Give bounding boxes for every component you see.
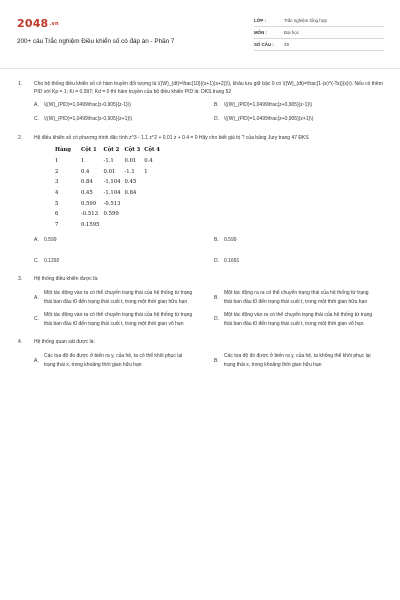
jury-header: Cột 1: [81, 147, 97, 154]
option-letter: A.: [34, 237, 39, 244]
option-d[interactable]: [214, 257, 386, 265]
jury-cell: [125, 209, 145, 220]
option-text: Các tọa độ đo được ở biến ra y, của hệ, ta có thể khôi phục lại trạng thái x, trong khoảng thời gian hữu hạn: [44, 353, 183, 368]
option-letter: A.: [34, 357, 39, 364]
option-c[interactable]: [34, 311, 206, 328]
option-text: \((W)_(PID)=1,0499\frac{z-0,905}{z-1}\): [44, 101, 131, 108]
option-b[interactable]: [214, 236, 386, 244]
option-a[interactable]: [34, 352, 206, 369]
jury-cell: -1.1: [103, 158, 114, 165]
meta-box: [254, 15, 384, 51]
jury-cell: [104, 220, 125, 231]
question-4: [18, 338, 386, 369]
jury-header: Cột 4: [144, 147, 160, 154]
option-a[interactable]: [34, 101, 206, 109]
jury-table: [55, 145, 164, 230]
question-1: [18, 80, 386, 124]
jury-cell: 7: [55, 221, 59, 228]
option-letter: C.: [34, 316, 39, 323]
meta-row-class: [254, 15, 384, 27]
question-text: Hệ điều khiển số có phương trình đặc tính z^3 - 1.1 z^2 + 0.01 z + 0.4 = 0 Hãy cho biết giá trị ? của bảng Jury trang 47 ĐKS: [34, 134, 309, 141]
option-text: \((W)_(PID)=1,0499\frac{z+0,905}{z-1}\): [224, 101, 313, 108]
jury-header: Cột 2: [103, 147, 120, 154]
option-b[interactable]: [214, 352, 386, 369]
question-2: [18, 134, 386, 265]
option-text: 0.1691: [224, 257, 240, 264]
jury-cell: 0.1595: [81, 221, 100, 228]
option-letter: C.: [34, 116, 39, 123]
option-text: 0.599: [224, 237, 237, 244]
option-letter: D.: [214, 257, 219, 264]
option-b[interactable]: [214, 289, 386, 306]
jury-cell: [144, 220, 164, 231]
option-letter: D.: [214, 116, 219, 123]
option-a[interactable]: [34, 289, 206, 306]
option-text: Một tác động ra ra có thể chuyển trạng thái của hệ thống từ trạng thái ban đầu t0 đến trạng thái cuối t, trong một thời gian hữu hạn: [224, 290, 369, 305]
question-number: 1.: [18, 81, 23, 87]
option-d[interactable]: [214, 311, 386, 328]
jury-cell: 0.84: [124, 189, 137, 196]
jury-cell: -1.104: [103, 179, 121, 186]
meta-label: MÔN :: [254, 30, 267, 35]
option-c[interactable]: [34, 257, 206, 265]
jury-cell: -1.1: [124, 168, 135, 175]
question-3: [18, 275, 386, 328]
option-c[interactable]: [34, 115, 206, 123]
site-logo[interactable]: [17, 17, 59, 30]
option-text: Một tác động vào ra có thể chuyển trạng thái của hệ thống từ trạng thái ban đầu t0 đến trạng thái cuối t, trong một thời gian hữu hạn: [44, 290, 193, 305]
logo-sub: .vn: [49, 21, 59, 27]
option-a[interactable]: [34, 236, 206, 244]
meta-value: Đại học: [284, 30, 299, 35]
meta-value: 29: [284, 42, 289, 47]
question-list: [18, 80, 386, 369]
jury-cell: 6: [55, 211, 59, 218]
jury-cell: 1: [55, 158, 59, 165]
doc-title: 200+ câu Trắc nghiệm Điều khiển số có đáp án - Phần 7: [17, 38, 175, 45]
question-number: 2.: [18, 134, 23, 141]
option-text: Các tọa độ đo được ở biến ra y, của hệ, ta không thể khôi phục lại trạng thái x, trong khoảng thời gian hữu hạn: [224, 353, 371, 368]
jury-row: [55, 220, 164, 231]
option-letter: A.: [34, 101, 39, 108]
option-letter: C.: [34, 257, 39, 264]
jury-cell: 0.01: [124, 158, 137, 165]
jury-cell: 0.01: [103, 168, 116, 175]
jury-cell: 5: [55, 200, 59, 207]
header-divider: [0, 68, 400, 69]
jury-cell: 0.599: [103, 211, 119, 218]
option-text: Một tác động vào ra có thể chuyển trạng thái của hệ thống từ trạng thái ban đầu t0 đến trạng thái cuối t, trong một thời gian vô hạn: [224, 312, 373, 327]
jury-cell: 0.599: [81, 200, 97, 207]
jury-cell: 0.45: [124, 179, 137, 186]
jury-row: [55, 209, 164, 220]
jury-cell: 4: [55, 189, 59, 196]
question-text: Cho hệ thống điều khiển số có hàm truyền đối tượng là \((W)_(dt)=\frac{10}{(s+1)(s+2)}\), khâu lưu giữ bậc 0 có \((W)_(dt)=\frac{1-(e)^(-Ts)}{s}\). Nếu có thêm PID với Kp = 1; Ki = 0.997; Kd = 0 thì hàm truyền của bộ điều khiển PID là: DKS trang 52: [34, 81, 383, 96]
jury-cell: 0.45: [81, 189, 93, 196]
option-text: 0.1292: [44, 257, 60, 264]
question-text: Hệ thống quan sát được là:: [34, 339, 95, 346]
meta-row-subject: [254, 27, 384, 39]
meta-row-count: [254, 39, 384, 51]
option-text: Một tác động vào ra có thể chuyển trạng thái của hệ thống từ trạng thái ban đầu t0 đến trạng thái cuối t, trong một thời gian vô hạn: [44, 312, 193, 327]
jury-cell: [144, 198, 164, 209]
jury-cell: [144, 188, 164, 199]
option-text: 0.599: [44, 237, 57, 244]
option-d[interactable]: [214, 115, 386, 123]
jury-cell: -0.513: [103, 200, 121, 207]
question-text: Hệ thống điều khiển được là:: [34, 276, 99, 282]
jury-cell: 1: [144, 168, 148, 175]
jury-cell: -0.513: [81, 211, 98, 218]
question-number: 4.: [18, 339, 23, 346]
jury-cell: -1.104: [103, 189, 121, 196]
option-letter: D.: [214, 316, 219, 323]
page-header: [0, 0, 400, 64]
jury-cell: 0.84: [81, 179, 93, 186]
jury-cell: [125, 220, 145, 231]
jury-cell: [144, 177, 164, 188]
logo-main: 2048: [17, 17, 49, 30]
jury-header: Hàng: [55, 147, 71, 154]
option-letter: B.: [214, 101, 219, 108]
jury-cell: 1: [81, 158, 85, 165]
jury-row: [55, 167, 164, 178]
meta-label: LỚP :: [254, 18, 266, 23]
jury-cell: 0.4: [81, 168, 90, 175]
jury-cell: [144, 209, 164, 220]
option-text: \((W)_(PID)=1,0499\frac{z+0,905}{z+1}\): [224, 116, 314, 123]
jury-cell: [125, 198, 145, 209]
meta-value: Trắc nghiệm tổng hợp: [284, 18, 327, 23]
jury-row: [55, 156, 164, 167]
jury-cell: 0.4: [144, 158, 153, 165]
option-letter: B.: [214, 294, 219, 301]
option-letter: B.: [214, 357, 219, 364]
question-number: 3.: [18, 276, 23, 282]
jury-cell: 3: [55, 179, 59, 186]
jury-row: [55, 177, 164, 188]
jury-header: Cột 3: [124, 147, 141, 154]
option-letter: B.: [214, 237, 219, 244]
meta-label: SỐ CÂU :: [254, 42, 274, 47]
jury-row: [55, 188, 164, 199]
jury-header-row: [55, 145, 164, 156]
option-letter: A.: [34, 294, 39, 301]
jury-cell: 2: [55, 168, 59, 175]
option-b[interactable]: [214, 101, 386, 109]
jury-row: [55, 198, 164, 209]
option-text: \((W)_(PID)=1,0499\frac{z-0,905}{z+1}\): [44, 116, 133, 123]
